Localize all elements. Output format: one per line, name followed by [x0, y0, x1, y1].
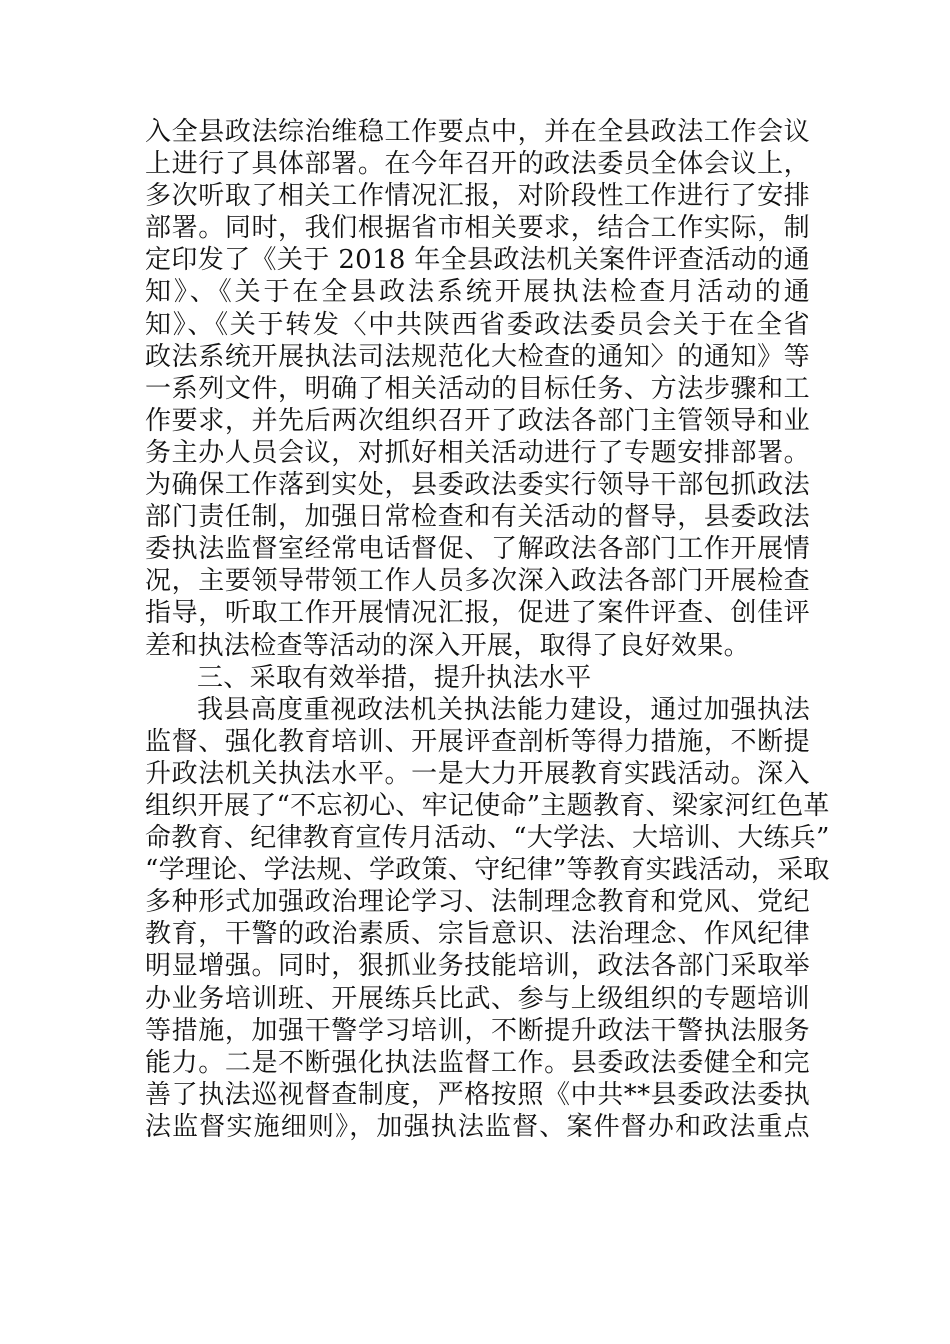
body-line: 指导，听取工作开展情况汇报，促进了案件评查、创佳评 — [145, 598, 810, 629]
body-line: 委执法监督室经常电话督促、了解政法各部门工作开展情 — [145, 534, 810, 565]
body-line: 升政法机关执法水平。一是大力开展教育实践活动。深入 — [145, 758, 810, 789]
body-line: 我县高度重视政法机关执法能力建设，通过加强执法 — [197, 694, 810, 725]
body-line: 组织开展了“不忘初心、牢记使命”主题教育、梁家河红色革 — [145, 790, 830, 821]
body-line: 多次听取了相关工作情况汇报，对阶段性工作进行了安排 — [145, 181, 810, 212]
body-line: 知》、《关于在全县政法系统开展执法检查月活动的通 — [145, 277, 810, 308]
body-line: 上进行了具体部署。在今年召开的政法委员全体会议上， — [145, 149, 810, 180]
section-heading: 三、采取有效举措，提升执法水平 — [197, 662, 592, 693]
body-line: 监督、强化教育培训、开展评查剖析等得力措施，不断提 — [145, 726, 810, 757]
body-line: 办业务培训班、开展练兵比武、参与上级组织的专题培训 — [145, 983, 810, 1014]
body-line: 一系列文件，明确了相关活动的目标任务、方法步骤和工 — [145, 373, 810, 404]
body-line: 为确保工作落到实处，县委政法委实行领导干部包抓政法 — [145, 470, 810, 501]
body-line: 教育，干警的政治素质、宗旨意识、法治理念、作风纪律 — [145, 919, 810, 950]
document-body — [145, 116, 830, 1143]
body-line: 善了执法巡视督查制度，严格按照《中共**县委政法委执 — [145, 1079, 810, 1110]
body-line: 法监督实施细则》，加强执法监督、案件督办和政法重点 — [145, 1111, 810, 1142]
body-line: 等措施，加强干警学习培训，不断提升政法干警执法服务 — [145, 1015, 810, 1046]
body-line: 作要求，并先后两次组织召开了政法各部门主管领导和业 — [145, 405, 810, 436]
body-line: 多种形式加强政治理论学习、法制理念教育和党风、党纪 — [145, 887, 810, 918]
body-line: 部署。同时，我们根据省市相关要求，结合工作实际，制 — [145, 213, 810, 244]
body-line: “学理论、学法规、学政策、守纪律”等教育实践活动，采取 — [145, 855, 830, 886]
body-line: 命教育、纪律教育宣传月活动、“大学法、大培训、大练兵” — [145, 823, 830, 854]
body-line: 知》、《关于转发〈中共陕西省委政法委员会关于在全省 — [145, 309, 810, 340]
body-line: 能力。二是不断强化执法监督工作。县委政法委健全和完 — [145, 1047, 810, 1078]
body-line: 定印发了《关于 2018 年全县政法机关案件评查活动的通 — [145, 245, 810, 276]
body-line: 差和执法检查等活动的深入开展，取得了良好效果。 — [145, 630, 750, 661]
body-line: 况，主要领导带领工作人员多次深入政法各部门开展检查 — [145, 566, 810, 597]
body-line: 明显增强。同时，狠抓业务技能培训，政法各部门采取举 — [145, 951, 810, 982]
body-line: 部门责任制，加强日常检查和有关活动的督导，县委政法 — [145, 502, 810, 533]
body-line: 务主办人员会议，对抓好相关活动进行了专题安排部署。 — [145, 437, 810, 468]
body-line: 政法系统开展执法司法规范化大检查的通知〉的通知》等 — [145, 341, 810, 372]
body-line: 入全县政法综治维稳工作要点中，并在全县政法工作会议 — [145, 117, 810, 147]
